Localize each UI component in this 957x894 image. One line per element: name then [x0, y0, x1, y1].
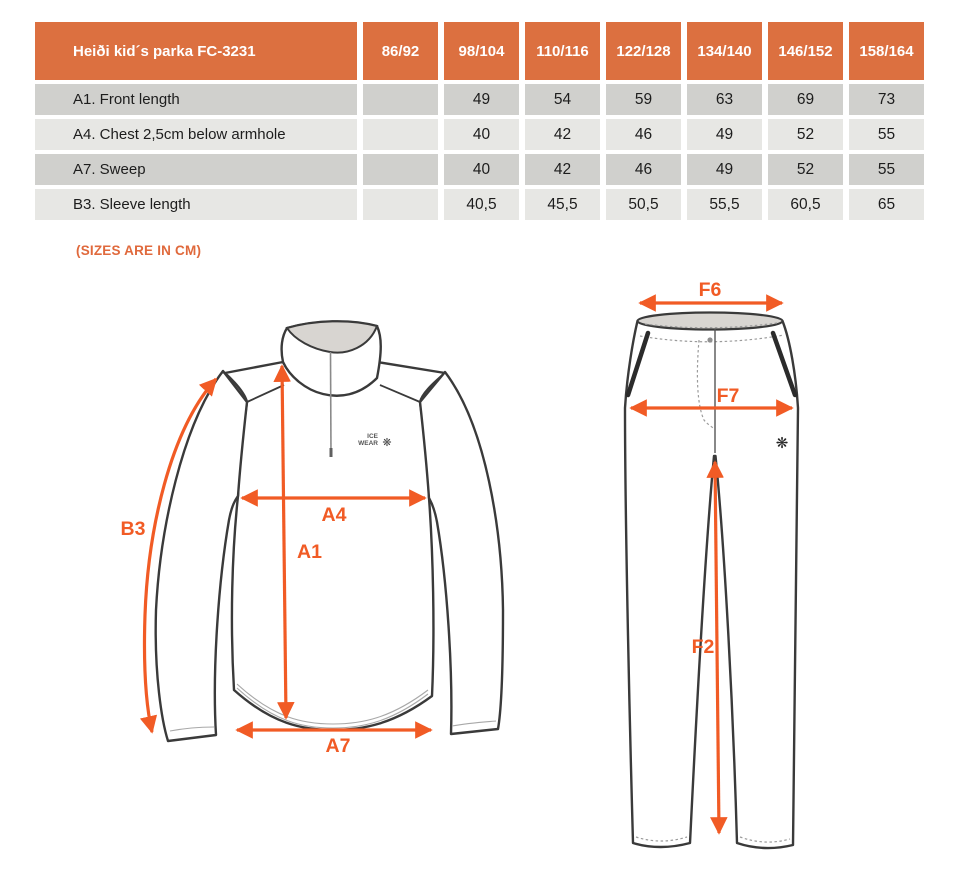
value-cell: 40 — [444, 119, 519, 150]
value-cell: 40,5 — [444, 189, 519, 220]
size-header-158-164: 158/164 — [849, 22, 924, 80]
value-cell: 52 — [768, 119, 843, 150]
value-cell: 52 — [768, 154, 843, 185]
value-cell: 49 — [444, 84, 519, 115]
value-cell: 42 — [525, 119, 600, 150]
value-cell: 54 — [525, 84, 600, 115]
value-cell — [363, 154, 438, 185]
f2-label: F2 — [691, 636, 715, 658]
f7-label: F7 — [716, 385, 740, 407]
row-label-a7: A7. Sweep — [35, 154, 357, 185]
value-cell: 42 — [525, 154, 600, 185]
value-cell: 49 — [687, 119, 762, 150]
a4-label: A4 — [321, 504, 347, 526]
value-cell: 63 — [687, 84, 762, 115]
value-cell: 69 — [768, 84, 843, 115]
b3-label: B3 — [120, 518, 146, 540]
jacket-diagram — [100, 290, 530, 770]
a7-label: A7 — [325, 735, 351, 757]
value-cell — [363, 84, 438, 115]
value-cell — [363, 189, 438, 220]
row-label-b3: B3. Sleeve length — [35, 189, 357, 220]
value-cell: 55,5 — [687, 189, 762, 220]
pants-logo-snowflake-icon: ❋ — [775, 435, 789, 452]
value-cell: 45,5 — [525, 189, 600, 220]
jacket-logo-text-line1: ICE — [367, 433, 378, 440]
size-header-110-116: 110/116 — [525, 22, 600, 80]
size-header-98-104: 98/104 — [444, 22, 519, 80]
value-cell: 50,5 — [606, 189, 681, 220]
f6-label: F6 — [698, 280, 722, 301]
value-cell: 46 — [606, 119, 681, 150]
jacket-logo-text-line2: WEAR — [358, 440, 378, 447]
f2-measure-arrow — [715, 462, 719, 833]
a1-label: A1 — [297, 541, 322, 563]
jacket-body — [225, 362, 445, 730]
jacket-logo-snowflake-icon: ❋ — [382, 437, 392, 449]
size-table — [35, 22, 924, 220]
value-cell: 46 — [606, 154, 681, 185]
row-label-a1: A1. Front length — [35, 84, 357, 115]
pants-button — [707, 337, 712, 342]
pants-waist-opening — [638, 313, 783, 330]
value-cell: 65 — [849, 189, 924, 220]
value-cell: 60,5 — [768, 189, 843, 220]
value-cell: 55 — [849, 119, 924, 150]
jacket-zipper — [331, 352, 332, 456]
size-header-146-152: 146/152 — [768, 22, 843, 80]
value-cell: 49 — [687, 154, 762, 185]
pants-body — [625, 315, 798, 848]
value-cell — [363, 119, 438, 150]
value-cell: 59 — [606, 84, 681, 115]
table-title: Heiði kid´s parka FC-3231 — [35, 22, 357, 80]
value-cell: 40 — [444, 154, 519, 185]
value-cell: 73 — [849, 84, 924, 115]
size-header-122-128: 122/128 — [606, 22, 681, 80]
value-cell: 55 — [849, 154, 924, 185]
size-header-86-92: 86/92 — [363, 22, 438, 80]
units-note: (SIZES ARE IN CM) — [76, 243, 202, 258]
row-label-a4: A4. Chest 2,5cm below armhole — [35, 119, 357, 150]
size-header-134-140: 134/140 — [687, 22, 762, 80]
pants-diagram — [600, 280, 830, 880]
